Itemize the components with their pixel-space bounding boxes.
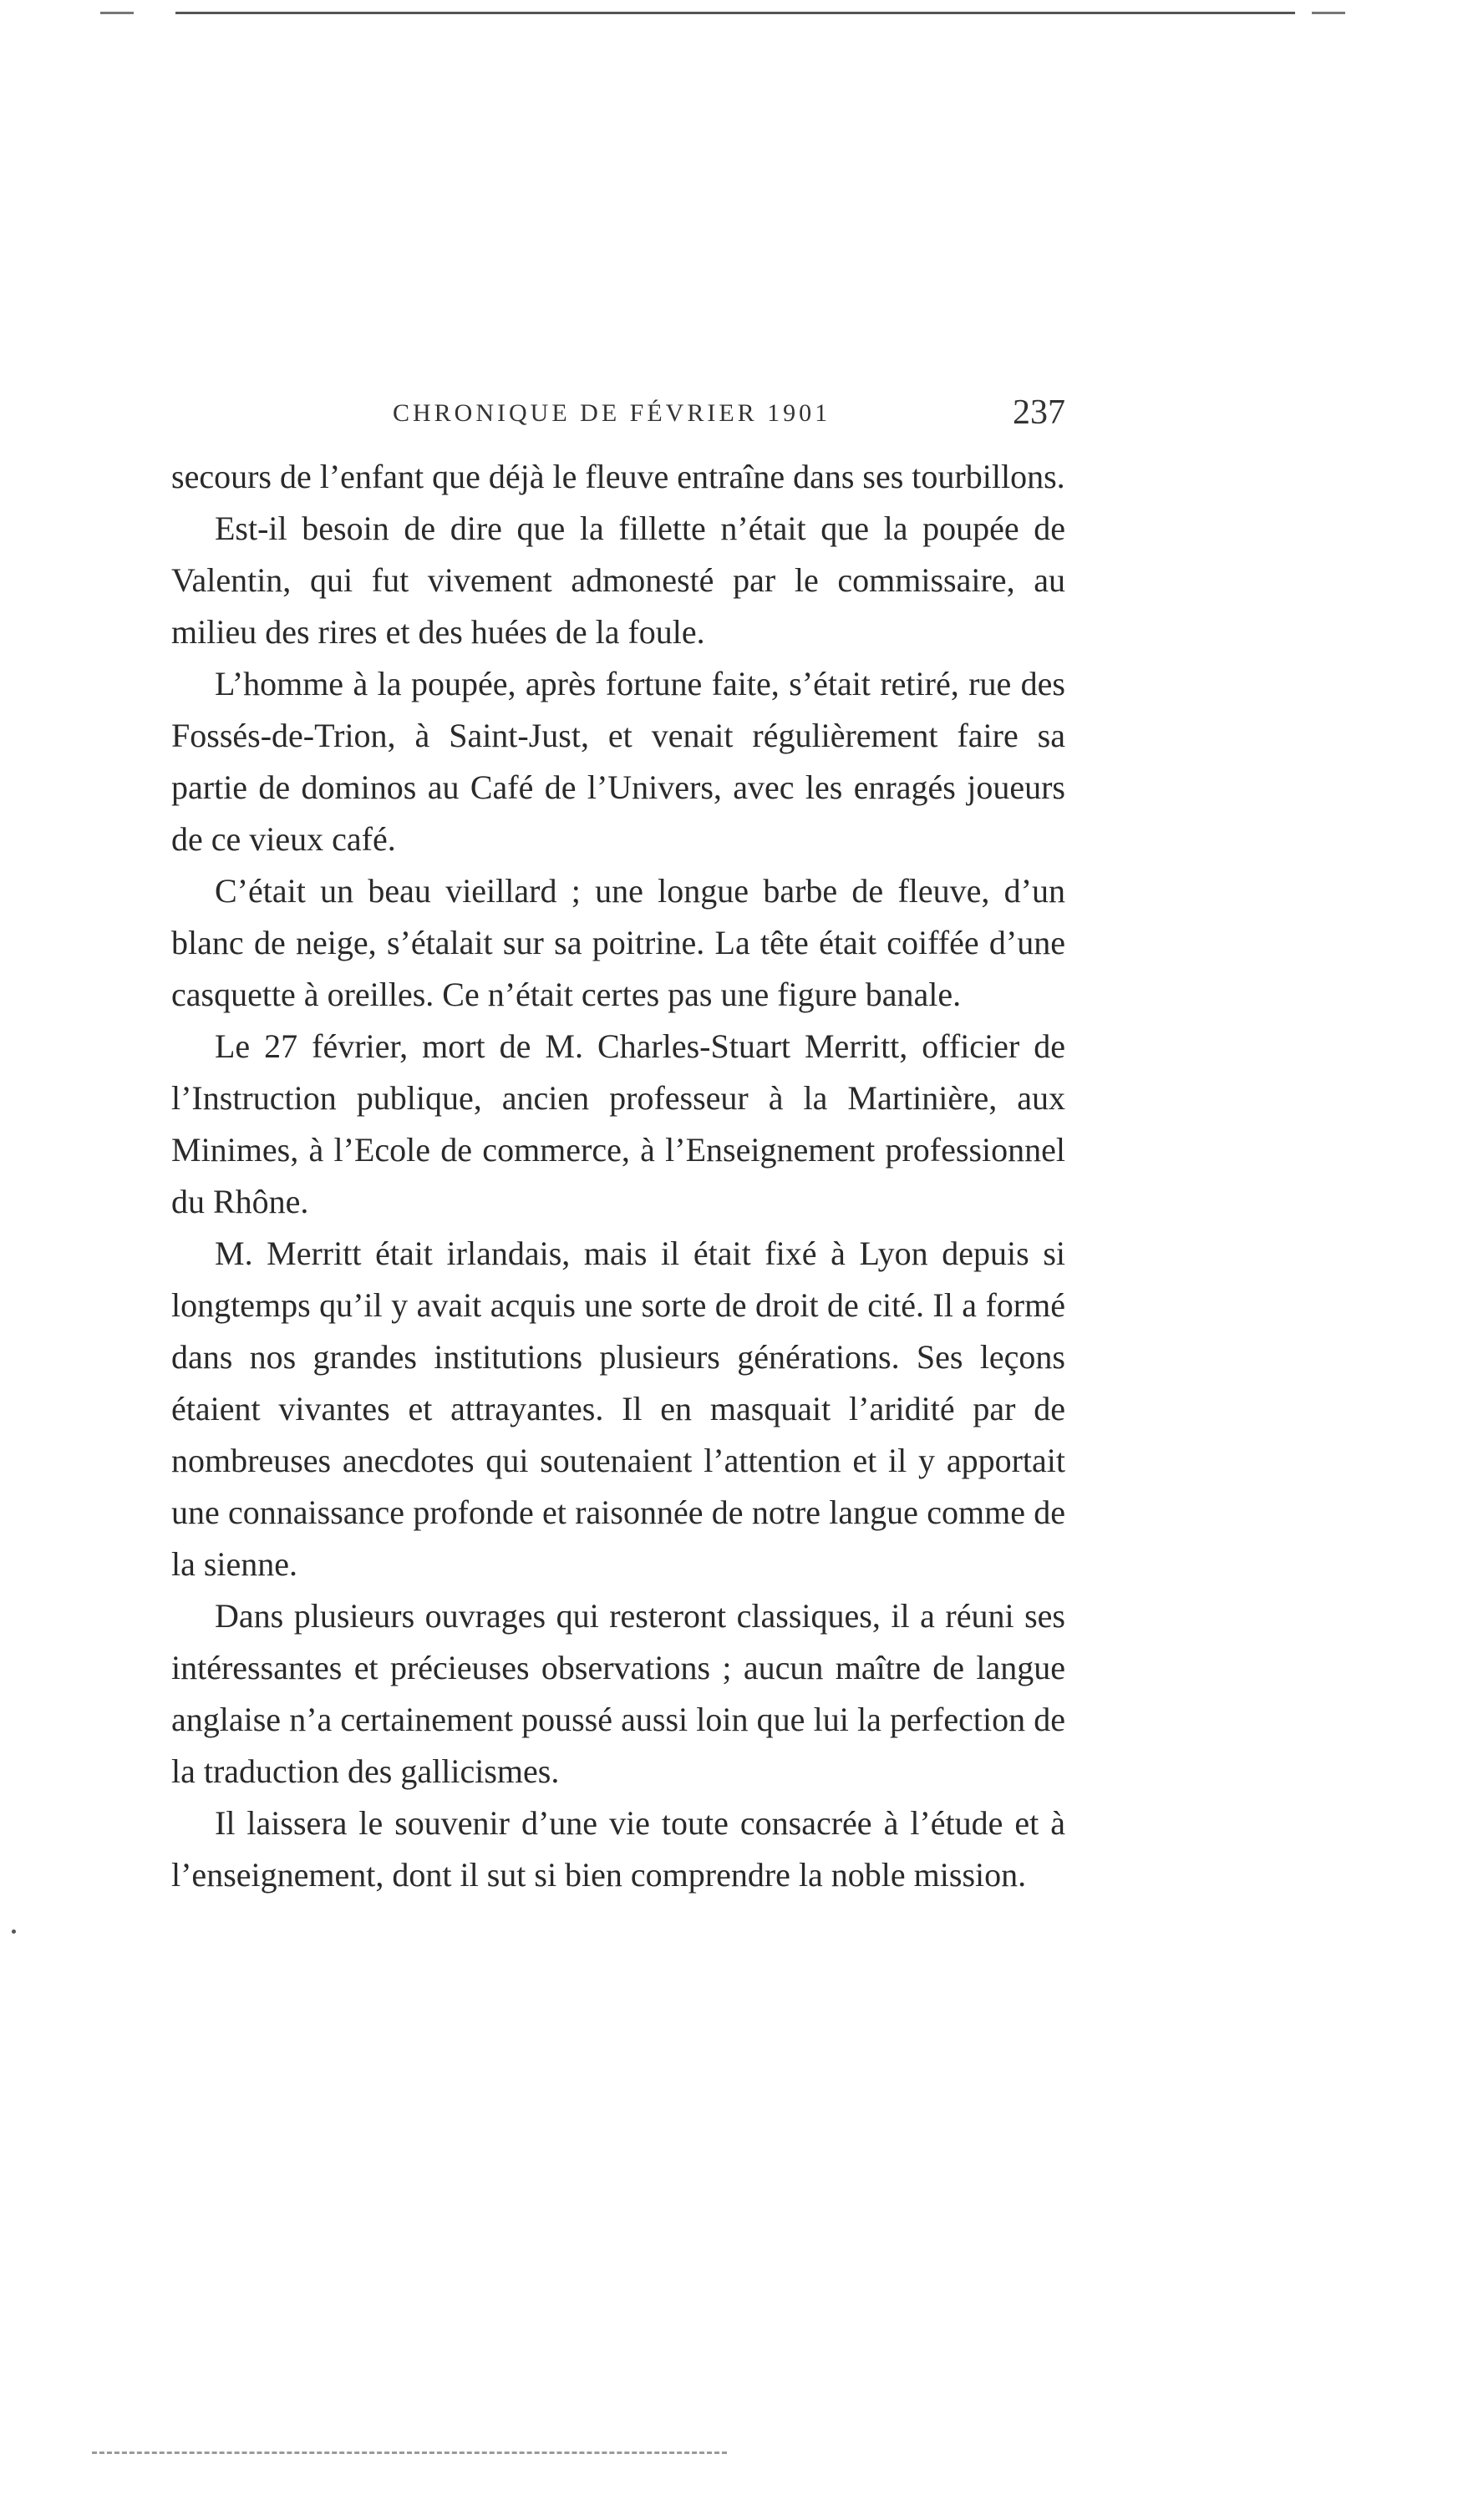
paragraph-4: C’était un beau vieillard ; une longue barbe de fleuve, d’un blanc de neige, s’étalait sur sa poitrine. La tête était coiffée d’une casquette à oreilles. Ce n’était certes pas une figure banale. xyxy=(171,872,1065,1013)
body-text xyxy=(171,451,1065,1901)
paragraph-6: M. Merritt était irlandais, mais il était fixé à Lyon depuis si longtemps qu’il y avait acquis une sorte de droit de cité. Il a formé dans nos grandes institutions plusieurs générations. Ses leçons étaient vivantes et attrayantes. Il en masquait l’aridité par de nombreuses anecdotes qui soutenaient l’attention et il y apportait une connaissance profonde et raisonnée de notre langue comme de la sienne. xyxy=(171,1235,1065,1583)
page-header xyxy=(171,393,1065,443)
paragraph-8: Il laissera le souvenir d’une vie toute consacrée à l’étude et à l’enseignement, dont il sut si bien comprendre la noble mission. xyxy=(171,1804,1065,1894)
top-scan-mark-left xyxy=(100,12,134,14)
top-scan-rule xyxy=(175,12,1295,14)
paragraph-5: Le 27 février, mort de M. Charles-Stuart Merritt, officier de l’Instruction publique, ancien professeur à la Martinière, aux Minimes, à l’Ecole de commerce, à l’Enseignement professionnel du Rhône. xyxy=(171,1027,1065,1220)
paragraph-7: Dans plusieurs ouvrages qui resteront classiques, il a réuni ses intéressantes et précieuses observations ; aucun maître de langue anglaise n’a certainement poussé aussi loin que lui la perfection de la traduction des gallicismes. xyxy=(171,1597,1065,1790)
bottom-scan-marks xyxy=(92,2452,727,2457)
paragraph-3: L’homme à la poupée, après fortune faite, s’était retiré, rue des Fossés-de-Trion, à Saint-Just, et venait régulièrement faire sa partie de dominos au Café de l’Univers, avec les enragés joueurs de ce vieux café. xyxy=(171,665,1065,858)
paragraph-2: Est-il besoin de dire que la fillette n’était que la poupée de Valentin, qui fut vivement admonesté par le commissaire, au milieu des rires et des huées de la foule. xyxy=(171,510,1065,651)
margin-speck xyxy=(12,1929,16,1934)
top-scan-mark-right xyxy=(1312,12,1345,14)
running-head: CHRONIQUE DE FÉVRIER 1901 xyxy=(393,399,831,427)
page-number: 237 xyxy=(1013,393,1065,432)
paragraph-1: secours de l’enfant que déjà le fleuve entraîne dans ses tourbillons. xyxy=(171,458,1065,495)
